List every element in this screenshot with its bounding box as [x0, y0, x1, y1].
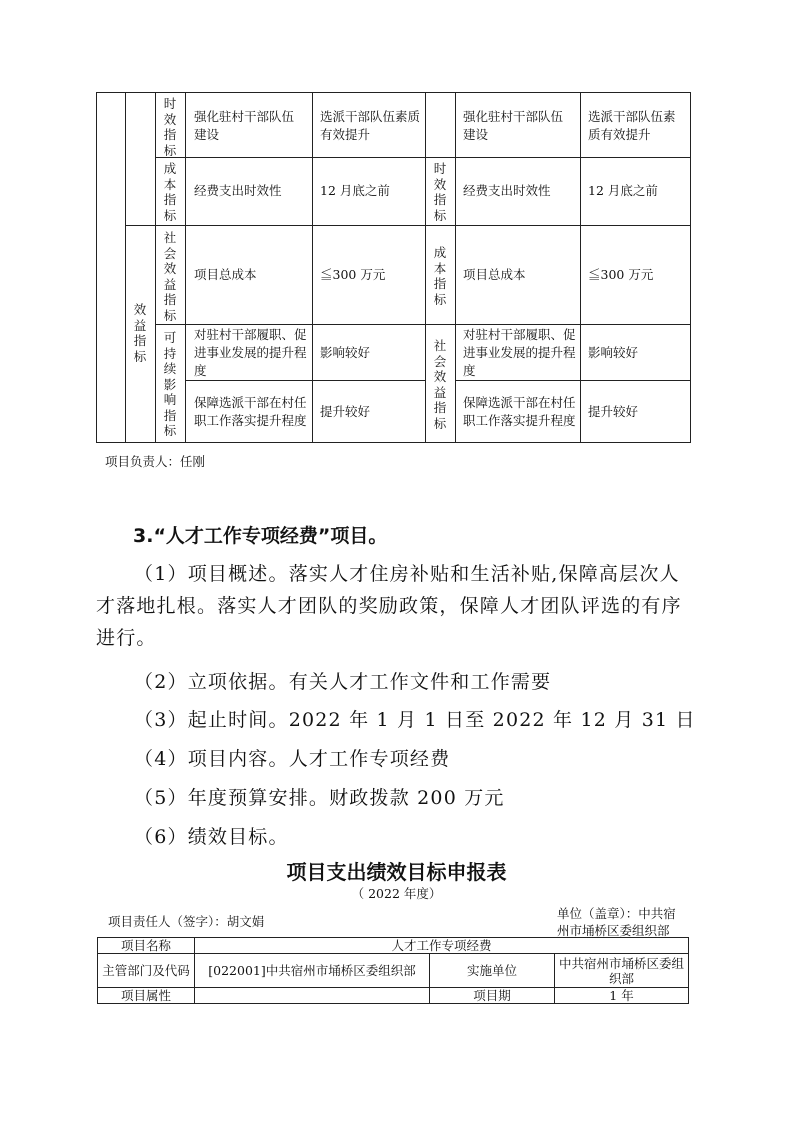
form-title: 项目支出绩效目标申报表 [286, 860, 507, 884]
right-value-5: 提升较好 [588, 403, 639, 419]
left-value-2: 12 月底之前 [320, 183, 390, 198]
paragraph-period: （3）起止时间。2022 年 1 月 1 日至 2022 年 12 月 31 日 [134, 709, 696, 731]
left-header-2: 成本指标 [163, 161, 177, 223]
left-value-4: 影响较好 [320, 344, 371, 360]
left-indicator-4: 对驻村干部履职、促进事业发展的提升程度 [194, 326, 307, 378]
name-value: 人才工作专项经费 [195, 938, 689, 954]
right-header-3: 成本指标 [433, 245, 447, 307]
right-value-2: 12 月底之前 [588, 183, 658, 198]
left-header-3: 社会效益指标 [163, 230, 177, 323]
form-responsible: 项目责任人（签字）：胡文娟 [108, 914, 265, 929]
period-label: 项目期 [430, 988, 555, 1004]
right-indicator-2: 经费支出时效性 [463, 183, 551, 198]
left-indicator-5: 保障选派干部在村任职工作落实提升程度 [194, 394, 307, 428]
right-header-4: 社会效益指标 [433, 338, 447, 431]
paragraph-budget: （5）年度预算安排。财政拨款 200 万元 [134, 787, 505, 809]
form-table [97, 937, 689, 1004]
paragraph-content: （4）项目内容。人才工作专项经费 [134, 748, 451, 770]
left-header-1: 时效指标 [163, 96, 177, 158]
attr-label: 项目属性 [98, 988, 195, 1004]
right-indicator-5: 保障选派干部在村任职工作落实提升程度 [463, 394, 576, 428]
right-value-3: ≦300 万元 [588, 267, 654, 282]
period-value: 1 年 [555, 988, 689, 1004]
impl-label: 实施单位 [430, 954, 555, 988]
right-indicator-4: 对驻村干部履职、促进事业发展的提升程度 [463, 326, 576, 378]
left-indicator-2: 经费支出时效性 [194, 183, 282, 198]
project-leader: 项目负责人：任刚 [105, 454, 206, 469]
name-label: 项目名称 [98, 938, 195, 954]
paragraph-basis: （2）立项依据。有关人才工作文件和工作需要 [134, 671, 552, 693]
form-year: （ 2022 年度） [351, 886, 442, 901]
left-indicator-3: 项目总成本 [194, 267, 257, 282]
left-value-3: ≦300 万元 [320, 267, 386, 282]
form-unit: 单位（盖章）：中共宿州市埇桥区委组织部 [557, 906, 676, 938]
category-label: 效益指标 [133, 302, 147, 364]
attr-value [195, 988, 430, 1004]
section-heading: 3.“人才工作专项经费”项目。 [133, 525, 388, 547]
right-indicator-1: 强化驻村干部队伍建设 [463, 109, 564, 142]
dept-label: 主管部门及代码 [98, 954, 195, 988]
indicator-table [0, 0, 793, 450]
left-value-5: 提升较好 [320, 403, 371, 419]
right-indicator-3: 项目总成本 [463, 267, 526, 282]
dept-value: [022001]中共宿州市埇桥区委组织部 [195, 954, 430, 988]
left-indicator-1: 强化驻村干部队伍建设 [194, 109, 295, 142]
left-value-1: 选派干部队伍素质有效提升 [320, 109, 421, 142]
paragraph-goal: （6）绩效目标。 [134, 826, 289, 848]
paragraph-overview: （1）项目概述。落实人才住房补贴和生活补贴,保障高层次人才落地扎根。落实人才团队的奖励政策，保障人才团队评选的有序进行。 [96, 563, 682, 649]
right-header-2: 时效指标 [433, 161, 447, 223]
impl-value: 中共宿州市埇桥区委组织部 [555, 954, 689, 988]
left-header-4: 可持续影响指标 [163, 330, 177, 438]
right-value-4: 影响较好 [588, 344, 639, 360]
right-value-1: 选派干部队伍素质有效提升 [588, 109, 676, 142]
